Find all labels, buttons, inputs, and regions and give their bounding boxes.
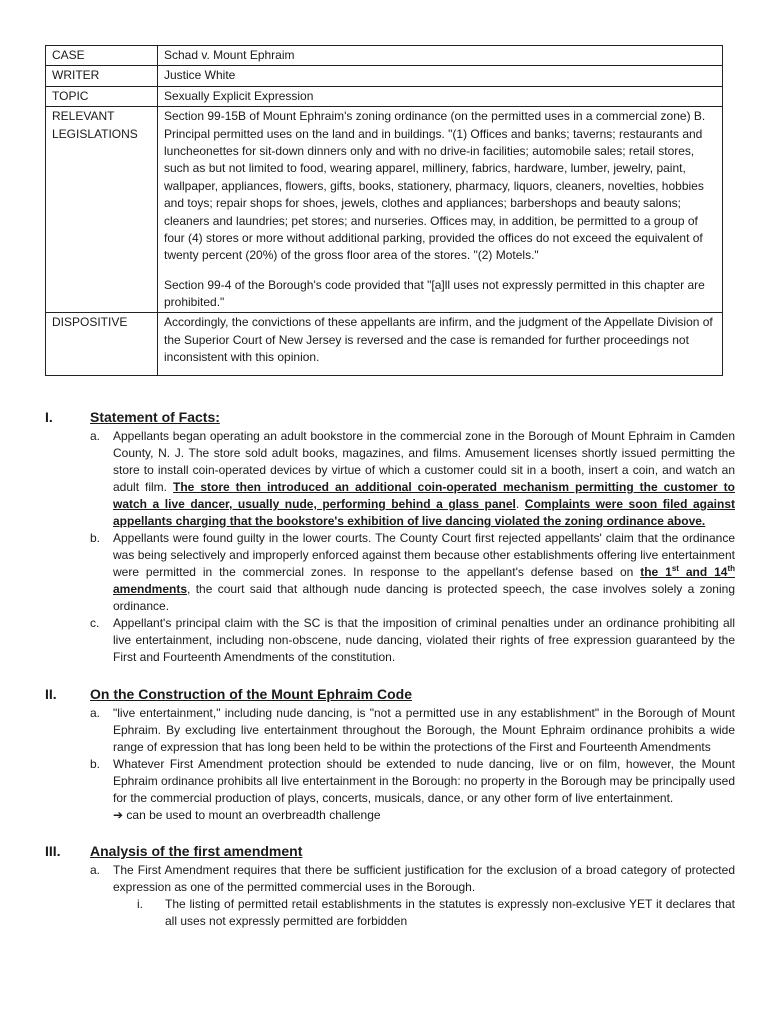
- legislation-paragraph-2: Section 99-4 of the Borough's code provided that "[a]ll uses not expressly permitted in this chapter are prohibited.": [164, 277, 705, 310]
- sub-list-marker: i.: [137, 897, 143, 911]
- case-label: CASE: [46, 46, 158, 66]
- list-item: [90, 705, 735, 756]
- text-run: Whatever First Amendment protection should be extended to nude dancing, live or on film, however, the Mount Ephraim ordinance prohibits all live entertainment in the Borough: no property in the Borough may be principally used for the commercial production of plays, concerts, musicals, dance, or any other form of live entertainment.: [113, 757, 735, 805]
- writer-row: [46, 66, 723, 86]
- section-heading: [45, 409, 735, 426]
- topic-value: Sexually Explicit Expression: [158, 86, 723, 106]
- section-construction-of-code: [45, 686, 735, 824]
- legislation-label-line2: LEGISLATIONS: [52, 126, 138, 141]
- text-run: Appellants began operating an adult bookstore in the commercial zone in the Borough of Mount Ephraim in Camden County, N. J. The store sold adult books, magazines, and films. Amusement licenses shortly issued permitting the store to install coin-operated devices by virtue of which a customer could sit in a booth, insert a coin, and watch an adult film.: [113, 429, 735, 494]
- writer-label: WRITER: [46, 66, 158, 86]
- text-run: Appellants were found guilty in the lower courts. The County Court first rejected appellants' claim that the ordinance was being selectively and improperly enforced against them because other establishments offering live entertainment were permitted in the commercial zones. In response to the appellant's defense based on: [113, 531, 735, 579]
- list-item-text: Appellant's principal claim with the SC is that the imposition of criminal penalties under an ordinance prohibiting all live entertainment, including non-obscene, nude dancing, violated their rights of free expression guaranteed by the First and Fourteenth Amendments of the constitution.: [113, 616, 735, 664]
- topic-row: [46, 86, 723, 106]
- list-item-text: [113, 428, 735, 530]
- list-item-text: [113, 862, 735, 930]
- list-marker: a.: [90, 863, 101, 877]
- list-marker: a.: [90, 706, 101, 720]
- dispositive-label: DISPOSITIVE: [46, 313, 158, 376]
- list-marker: b.: [90, 757, 101, 771]
- list-marker: a.: [90, 429, 101, 443]
- section-title: Analysis of the first amendment: [90, 843, 303, 859]
- list-item: [90, 756, 735, 824]
- section-title: Statement of Facts:: [90, 409, 220, 425]
- case-row: [46, 46, 723, 66]
- legislation-label: [46, 107, 158, 313]
- case-brief-table: [45, 45, 723, 376]
- text-run: amendments: [113, 582, 188, 596]
- dispositive-row: [46, 313, 723, 376]
- superscript: st: [671, 564, 679, 573]
- list-marker: b.: [90, 531, 101, 545]
- writer-value: Justice White: [158, 66, 723, 86]
- dispositive-value: Accordingly, the convictions of these appellants are infirm, and the judgment of the Appellate Division of the Superior Court of New Jersey is reversed and the case is remanded for further proceedings not inconsistent with this opinion.: [158, 313, 723, 376]
- legislation-paragraph-1: Section 99-15B of Mount Ephraim's zoning ordinance (on the permitted uses in a commercial zone) B. Principal permitted uses on the land and in buildings. "(1) Offices and banks; taverns; restaurants and luncheonettes for sit-down dinners only and with no drive-in facilities; automobile sales; retail stores, such as but not limited to food, wearing apparel, millinery, fabrics, hardware, lumber, jewelry, paint, wallpaper, appliances, flowers, gifts, books, stationery, pharmacy, liquors, cleaners, novelties, hobbies and toys; repair shops for shoes, jewels, clothes and appliances; barbershops and beauty salons; cleaners and laundries; pet stores; and nurseries. Offices may, in addition, be permitted to a group of four (4) stores or more without additional parking, provided the offices do not exceed the equivalent of twenty percent (20%) of the gross floor area of the stores. "(2) Motels.": [164, 109, 706, 263]
- section-heading: [45, 686, 735, 703]
- legislation-value: [158, 107, 723, 313]
- section-number: I.: [45, 409, 53, 425]
- list-item: [90, 428, 735, 530]
- superscript: th: [727, 564, 736, 573]
- text-run: the 1: [640, 565, 672, 579]
- legislation-label-line1: RELEVANT: [52, 109, 115, 124]
- section-heading: [45, 843, 735, 860]
- emphasized-text: The store then introduced an additional coin-operated mechanism permitting the customer to watch a live dancer, usually nude, performing behind a glass panel: [113, 480, 736, 511]
- arrow-note: ➔ can be used to mount an overbreadth challenge: [113, 808, 381, 822]
- topic-label: TOPIC: [46, 86, 158, 106]
- section-first-amendment-analysis: [45, 843, 735, 930]
- list-item: [90, 615, 735, 666]
- section-list: [45, 862, 735, 930]
- list-marker: c.: [90, 616, 100, 630]
- list-item-text: "live entertainment," including nude dancing, is "not a permitted use in any establishment" in the Borough of Mount Ephraim. By excluding live entertainment throughout the Borough, the Mount Ephraim ordinance prohibits a wide range of expression that has long been held to be within the protections of the First and Fourteenth Amendments: [113, 706, 735, 754]
- section-list: [45, 705, 735, 824]
- legislation-row: [46, 107, 723, 313]
- section-statement-of-facts: [45, 409, 735, 666]
- text-run: .: [515, 497, 525, 511]
- section-number: III.: [45, 843, 61, 859]
- sub-list-item-text: The listing of permitted retail establishments in the statutes is expressly non-exclusive YET it declares that all uses not expressly permitted are forbidden: [165, 897, 735, 928]
- list-item-text: [113, 530, 735, 615]
- list-item-text: [113, 756, 735, 824]
- text-run: , the court said that although nude dancing is protected speech, the case involves solely a zoning ordinance.: [113, 582, 735, 613]
- section-title: On the Construction of the Mount Ephraim Code: [90, 686, 412, 702]
- section-list: [45, 428, 735, 666]
- section-number: II.: [45, 686, 57, 702]
- emphasized-text: Complaints were soon filed against appellants charging that the bookstore's exhibition of live dancing violated the zoning ordinance above.: [113, 497, 735, 528]
- list-item: [90, 862, 735, 930]
- text-run: The First Amendment requires that there be sufficient justification for the exclusion of a broad category of protected expression as one of the permitted commercial uses in the Borough.: [113, 863, 735, 894]
- case-value: Schad v. Mount Ephraim: [158, 46, 723, 66]
- list-item: [90, 530, 735, 615]
- text-run: and 14: [678, 565, 728, 579]
- sub-list-item: [137, 896, 735, 930]
